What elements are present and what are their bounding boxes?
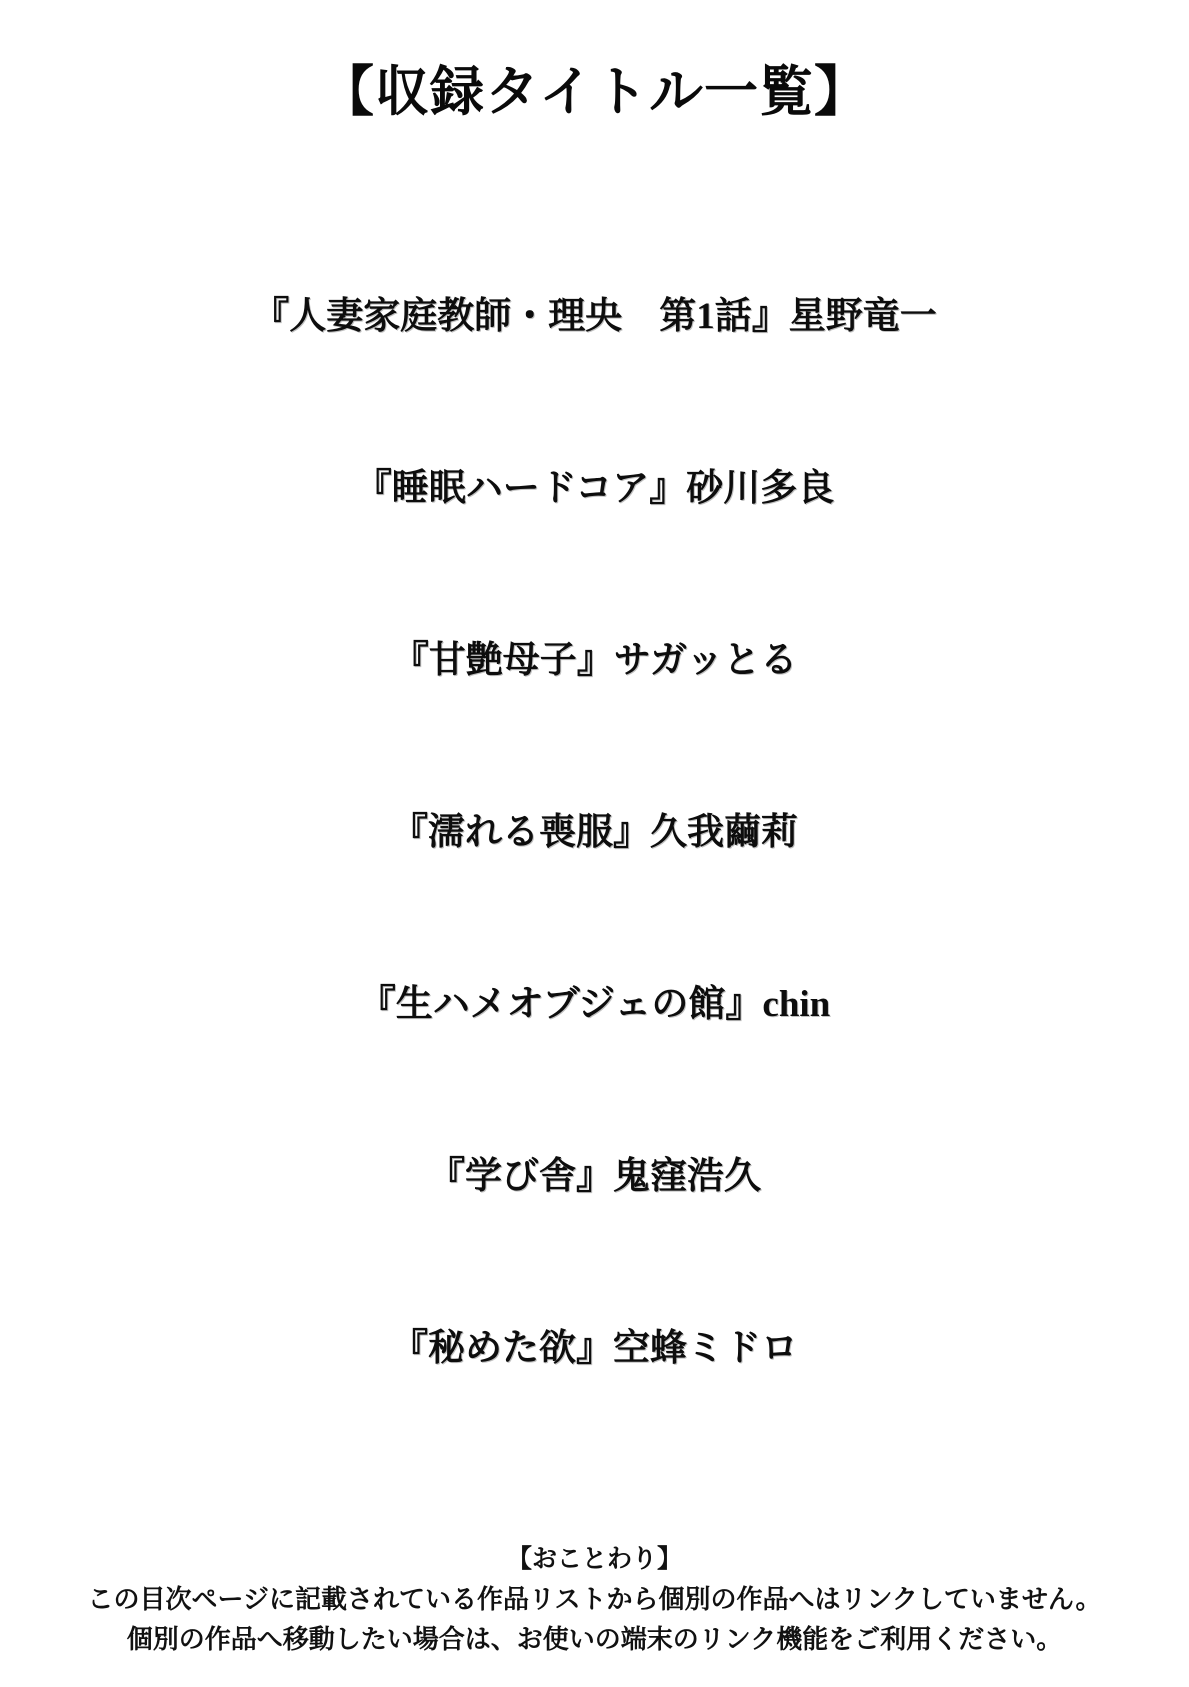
toc-list	[0, 295, 1189, 1371]
toc-item: 『人妻家庭教師・理央 第1話』星野竜一	[252, 296, 937, 337]
disclaimer-line: 個別の作品へ移動したい場合は、お使いの端末のリンク機能をご利用ください。	[126, 1624, 1063, 1654]
disclaimer-line: この目次ページに記載されている作品リストから個別の作品へはリンクしていません。	[87, 1584, 1102, 1614]
toc-item: 『秘めた欲』空蜂ミドロ	[391, 1328, 798, 1369]
toc-item: 『甘艶母子』サガッとる	[391, 640, 798, 681]
toc-item: 『生ハメオブジェの館』chin	[358, 984, 831, 1025]
toc-item: 『学び舎』鬼窪浩久	[428, 1156, 761, 1197]
disclaimer-section	[0, 1540, 1189, 1659]
toc-item: 『濡れる喪服』久我繭莉	[391, 812, 798, 853]
page-title: 【収録タイトル一覧】	[320, 62, 869, 122]
disclaimer-heading: 【おことわり】	[506, 1545, 682, 1573]
toc-item: 『睡眠ハードコア』砂川多良	[354, 468, 835, 509]
